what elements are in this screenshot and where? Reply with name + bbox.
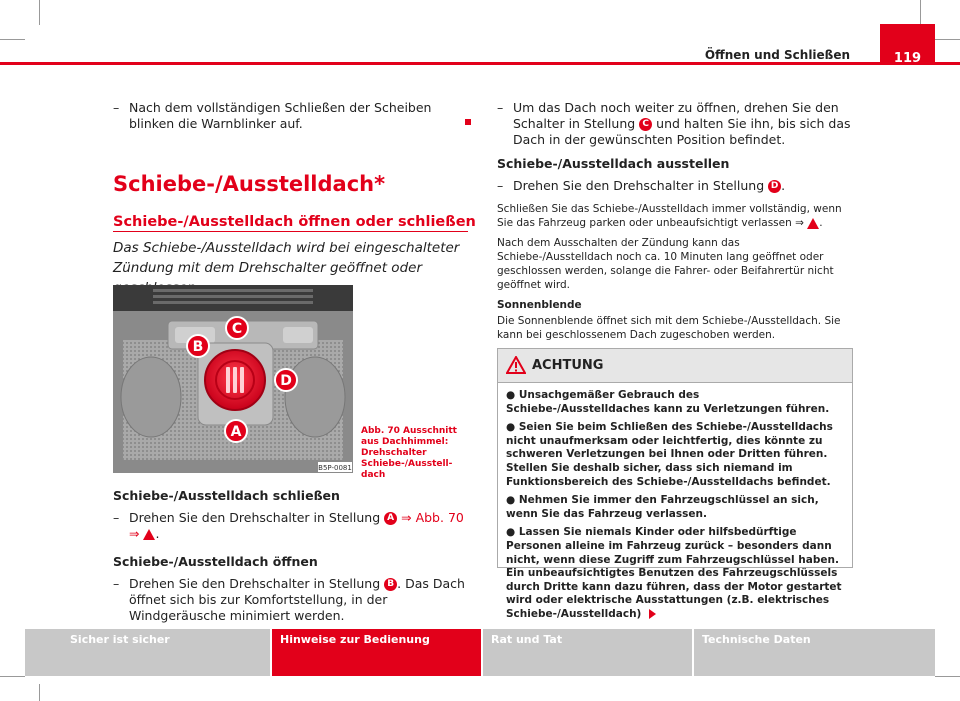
figure-illustration (113, 285, 353, 473)
close-ref: ⇒ Abb. 70 ⇒ (129, 510, 464, 541)
section-title: Öffnen und Schließen (704, 48, 850, 62)
footer-tab-label: Sicher ist sicher (70, 633, 170, 646)
footer-tab-label: Hinweise zur Bedienung (280, 633, 430, 646)
open-further-text: Um das Dach noch weiter zu öffnen, drehen Sie den Schalter in Stellung (513, 100, 839, 131)
crop-mark (920, 0, 921, 25)
end-marker (465, 119, 471, 125)
note-close-fully-text: Schließen Sie das Schiebe-/Ausstelldach immer vollständig, wenn Sie das Fahrzeug parken oder unbeaufsichtigt verlassen ⇒ (497, 203, 842, 229)
figure-label-a: A (230, 424, 242, 440)
sunshade-text: Die Sonnenblende öffnet sich mit dem Schiebe-/Ausstelldach. Sie kann bei geschlossenem Dach zugeschoben werden. (497, 315, 841, 341)
footer-tab-safety[interactable] (25, 629, 270, 676)
warning-icon (807, 218, 819, 229)
crop-mark (935, 676, 960, 677)
figure-label-d: D (280, 373, 292, 389)
footer-tab-advice[interactable] (483, 629, 692, 676)
section-heading-rule (113, 231, 468, 232)
page-number: 119 (880, 24, 935, 65)
position-letter-c: C (639, 118, 652, 131)
crop-mark (935, 39, 960, 40)
close-step-text: Drehen Sie den Drehschalter in Stellung (129, 510, 381, 525)
footer-tab-operation[interactable] (272, 629, 481, 676)
section-heading: Schiebe-/Ausstelldach öffnen oder schließen (113, 214, 476, 230)
note-close-fully: Schließen Sie das Schiebe-/Ausstelldach immer vollständig, wenn Sie das Fahrzeug parken oder unbeaufsichtigt verlassen ⇒ . (497, 203, 842, 229)
close-heading: Schiebe-/Ausstelldach schließen (113, 488, 340, 503)
crop-mark (0, 676, 25, 677)
footer-tab-technical[interactable] (694, 629, 935, 676)
warning-item-text: Unsachgemäßer Gebrauch des Schiebe-/Ausstelldaches kann zu Verletzungen führen. (506, 389, 830, 415)
footer-tab-label: Rat und Tat (491, 633, 563, 646)
right-column (497, 100, 852, 342)
tilt-step-text: Drehen Sie den Drehschalter in Stellung (513, 178, 765, 193)
open-step-text: Drehen Sie den Drehschalter in Stellung (129, 576, 381, 591)
warning-item: ● Nehmen Sie immer den Fahrzeugschlüssel an sich, wenn Sie das Fahrzeug verlassen. (506, 494, 819, 520)
note-ignition-off: Nach dem Ausschalten der Zündung kann das Schiebe-/Ausstelldach noch ca. 10 Minuten lang geöffnet oder geschlossen werden, solange die Fahrer- oder Beifahrertür nicht geöffnet wird. (497, 237, 834, 291)
footer-tab-label: Technische Daten (702, 633, 811, 646)
chapter-heading: Schiebe-/Ausstelldach* (113, 172, 386, 196)
warning-item-text: Seien Sie beim Schließen des Schiebe-/Ausstelldachs nicht unaufmerksam oder leichtfertig, dies könnte zu schweren Verletzungen bei Ihnen oder Dritten führen. Stellen Sie deshalb sicher, dass sich niemand im Funktionsbereich des Schiebe-/Ausstelldachs befindet. (506, 421, 833, 488)
crop-mark (39, 0, 40, 25)
warning-item: ● Lassen Sie niemals Kinder oder hilfsbedürftige Personen alleine im Fahrzeug zurück – besonders dann nicht, wenn diese Zugriff zum Fahrzeugschlüssel haben. Ein unbeaufsichtigtes Benutzen des Fahrzeugschlüssels durch Dritte kann dazu führen, dass der Motor gestartet wird oder elektrische Ausstattungen (z.B. elektrisches Schiebe-/Ausstelldach) (506, 526, 842, 620)
crop-mark (0, 39, 25, 40)
warning-icon (143, 529, 155, 540)
sunshade-heading: Sonnenblende (497, 299, 582, 311)
crop-mark (39, 684, 40, 701)
tilt-heading: Schiebe-/Ausstelldach ausstellen (497, 156, 730, 171)
warning-item-text: Lassen Sie niemals Kinder oder hilfsbedürftige Personen alleine im Fahrzeug zurück – besonders dann nicht, wenn diese Zugriff zum Fahrzeugschlüssel haben. Ein unbeaufsichtigtes Benutzen des Fahrzeugschlüssels durch Dritte kann dazu führen, dass der Motor gestartet wird oder elektrische Ausstattungen (z.B. elektrisches Schiebe-/Ausstelldach) (506, 526, 842, 620)
warning-item: ● Unsachgemäßer Gebrauch des Schiebe-/Ausstelldaches kann zu Verletzungen führen. (506, 389, 830, 415)
bullet-warnblinker: – Nach dem vollständigen Schließen der Scheiben blinken die Warnblinker auf. (113, 100, 453, 132)
continue-arrow-icon (649, 609, 656, 619)
open-step-text-2: . Das Dach öffnet sich bis zur Komfortstellung, in der Windgeräusche minimiert werden. (129, 576, 465, 623)
position-letter-b: B (384, 578, 397, 591)
warning-item-text: Nehmen Sie immer den Fahrzeugschlüssel an sich, wenn Sie das Fahrzeug verlassen. (506, 494, 819, 520)
warning-title: ACHTUNG (532, 358, 604, 373)
position-letter-a: A (384, 512, 397, 525)
open-further-step (497, 100, 852, 148)
open-heading: Schiebe-/Ausstelldach öffnen (113, 554, 318, 569)
close-instructions (113, 488, 468, 630)
figure-code: B5P-0081 (318, 464, 352, 472)
figure-sunroof-switch (113, 285, 353, 473)
header-rule (0, 62, 960, 65)
close-step: – Drehen Sie den Drehschalter in Stellung A ⇒ Abb. 70 ⇒ . (113, 510, 468, 542)
intro-text: Das Schiebe-/Ausstelldach wird bei eingeschalteter Zündung mit dem Drehschalter geöffnet oder (113, 240, 460, 276)
figure-caption: Abb. 70 Ausschnitt aus Dachhimmel: Drehschalter Schiebe-/Ausstelldach (361, 426, 457, 480)
warning-box (497, 348, 853, 620)
open-further-text-2: und halten Sie ihn, bis sich das Dach in der gewünschten Position befindet. (513, 116, 851, 147)
tilt-step: – Drehen Sie den Drehschalter in Stellung D . (497, 178, 852, 194)
figure-label-b: B (192, 339, 204, 355)
warning-item: ● Seien Sie beim Schließen des Schiebe-/Ausstelldachs nicht unaufmerksam oder leichtfertig, dies könnte zu schweren Verletzungen bei Ihnen oder Dritten führen. Stellen Sie deshalb sicher, dass sich niemand im Funktionsbereich des Schiebe-/Ausstelldachs befindet. (506, 421, 833, 488)
position-letter-d: D (768, 180, 781, 193)
open-step (113, 576, 468, 624)
left-column (113, 100, 453, 132)
warning-header (498, 349, 852, 383)
warning-list (498, 383, 852, 622)
figure-label-c: C (231, 321, 243, 337)
warning-triangle-icon (506, 356, 526, 374)
